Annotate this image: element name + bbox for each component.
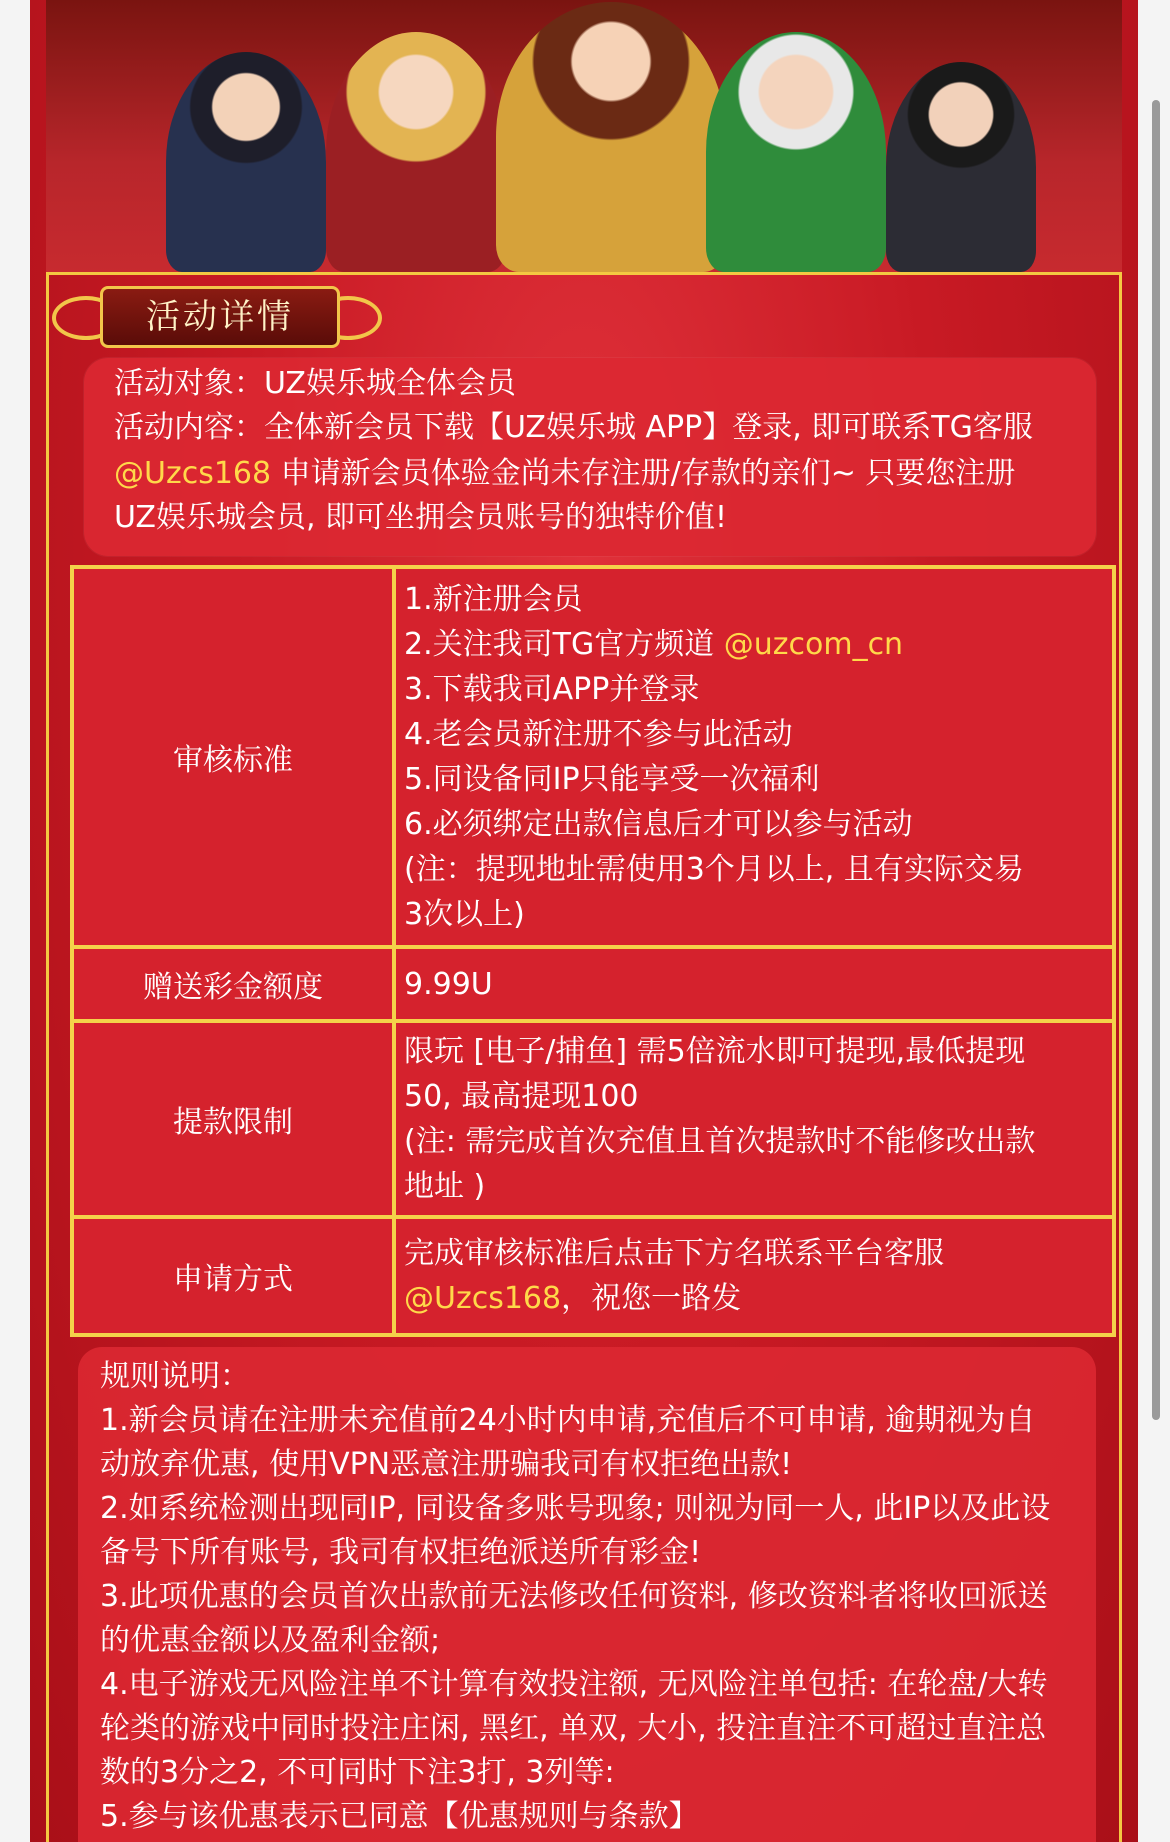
character-figure: [326, 32, 506, 272]
criteria-line: 3.下载我司APP并登录: [404, 672, 700, 707]
apply-line: [404, 1276, 1104, 1321]
limit-line: 50, 最高提现100: [404, 1079, 639, 1114]
rule-line: 的优惠金额以及盈利金额;: [100, 1623, 441, 1658]
vertical-scrollbar[interactable]: [1152, 100, 1160, 1420]
row-key: 申请方式: [72, 1217, 394, 1335]
intro-content: 活动内容：全体新会员下载【UZ娱乐城 APP】登录, 即可联系TG客服: [114, 410, 1033, 445]
row-value: [394, 567, 1114, 947]
rules-table: [70, 565, 1116, 1337]
intro-target: 活动对象：UZ娱乐城全体会员: [114, 366, 516, 401]
criteria-line: 4.老会员新注册不参与此活动: [404, 717, 793, 752]
intro-line3-text: 申请新会员体验金尚未存注册/存款的亲们~ 只要您注册: [271, 456, 1016, 491]
hero-banner-image: [46, 0, 1122, 275]
section-banner: [52, 282, 382, 348]
tg-handle-link[interactable]: @Uzcs168: [114, 456, 272, 491]
rules-panel: [78, 1347, 1096, 1842]
bonus-amount: 9.99U: [404, 966, 493, 1002]
apply-tail: ，祝您一路发: [561, 1281, 742, 1316]
criteria-line: [404, 622, 1104, 667]
tg-channel-link[interactable]: @uzcom_cn: [723, 627, 904, 662]
row-value: [394, 947, 1114, 1021]
limit-line: 限玩 [电子/捕鱼] 需5倍流水即可提现,最低提现: [404, 1034, 1026, 1069]
criteria-line: 3次以上): [404, 897, 525, 932]
rules-title: 规则说明：: [100, 1359, 250, 1394]
rule-line: 轮类的游戏中同时投注庄闲, 黑红, 单双, 大小, 投注直注不可超过直注总: [100, 1711, 1047, 1746]
table-row: [72, 567, 1114, 947]
row-key: 赠送彩金额度: [72, 947, 394, 1021]
rule-line: 5.参与该优惠表示已同意【优惠规则与条款】: [100, 1799, 699, 1834]
apply-line: 完成审核标准后点击下方名联系平台客服: [404, 1236, 944, 1271]
criteria-line: (注：提现地址需使用3个月以上, 且有实际交易: [404, 852, 1024, 887]
criteria-line: 6.必须绑定出款信息后才可以参与活动: [404, 807, 913, 842]
limit-line: (注: 需完成首次充值且首次提款时不能修改出款: [404, 1124, 1036, 1159]
rule-line: 动放弃优惠, 使用VPN恶意注册骗我司有权拒绝出款!: [100, 1447, 793, 1482]
table-row: [72, 947, 1114, 1021]
character-figure: [496, 2, 726, 272]
row-key: 提款限制: [72, 1021, 394, 1217]
promo-page: [30, 0, 1138, 1842]
intro-line4: UZ娱乐城会员, 即可坐拥会员账号的独特价值!: [114, 500, 728, 535]
frame-right: [1119, 0, 1122, 1842]
section-title: 活动详情: [100, 286, 340, 348]
row-key: 审核标准: [72, 567, 394, 947]
character-figure: [706, 32, 886, 272]
character-figure: [166, 52, 326, 272]
criteria-line: 1.新注册会员: [404, 582, 583, 617]
rule-line: 1.新会员请在注册未充值前24小时内申请,充值后不可申请, 逾期视为自: [100, 1403, 1036, 1438]
table-row: [72, 1217, 1114, 1335]
row-value: [394, 1021, 1114, 1217]
criteria-line: 5.同设备同IP只能享受一次福利: [404, 762, 820, 797]
intro-line3: [114, 452, 1015, 496]
criteria-text: 2.关注我司TG官方频道: [404, 627, 724, 662]
intro-panel: [84, 358, 1096, 556]
character-figure: [886, 62, 1036, 272]
limit-line: 地址 ): [404, 1169, 486, 1204]
frame-left: [46, 0, 49, 1842]
rule-line: 数的3分之2, 不可同时下注3打, 3列等:: [100, 1755, 615, 1790]
row-value: [394, 1217, 1114, 1335]
rule-line: 2.如系统检测出现同IP, 同设备多账号现象; 则视为同一人, 此IP以及此设: [100, 1491, 1051, 1526]
table-row: [72, 1021, 1114, 1217]
rule-line: 3.此项优惠的会员首次出款前无法修改任何资料, 修改资料者将收回派送: [100, 1579, 1048, 1614]
support-handle-link[interactable]: @Uzcs168: [404, 1281, 562, 1316]
rule-line: 4.电子游戏无风险注单不计算有效投注额, 无风险注单包括: 在轮盘/大转: [100, 1667, 1048, 1702]
rule-line: 备号下所有账号, 我司有权拒绝派送所有彩金!: [100, 1535, 702, 1570]
